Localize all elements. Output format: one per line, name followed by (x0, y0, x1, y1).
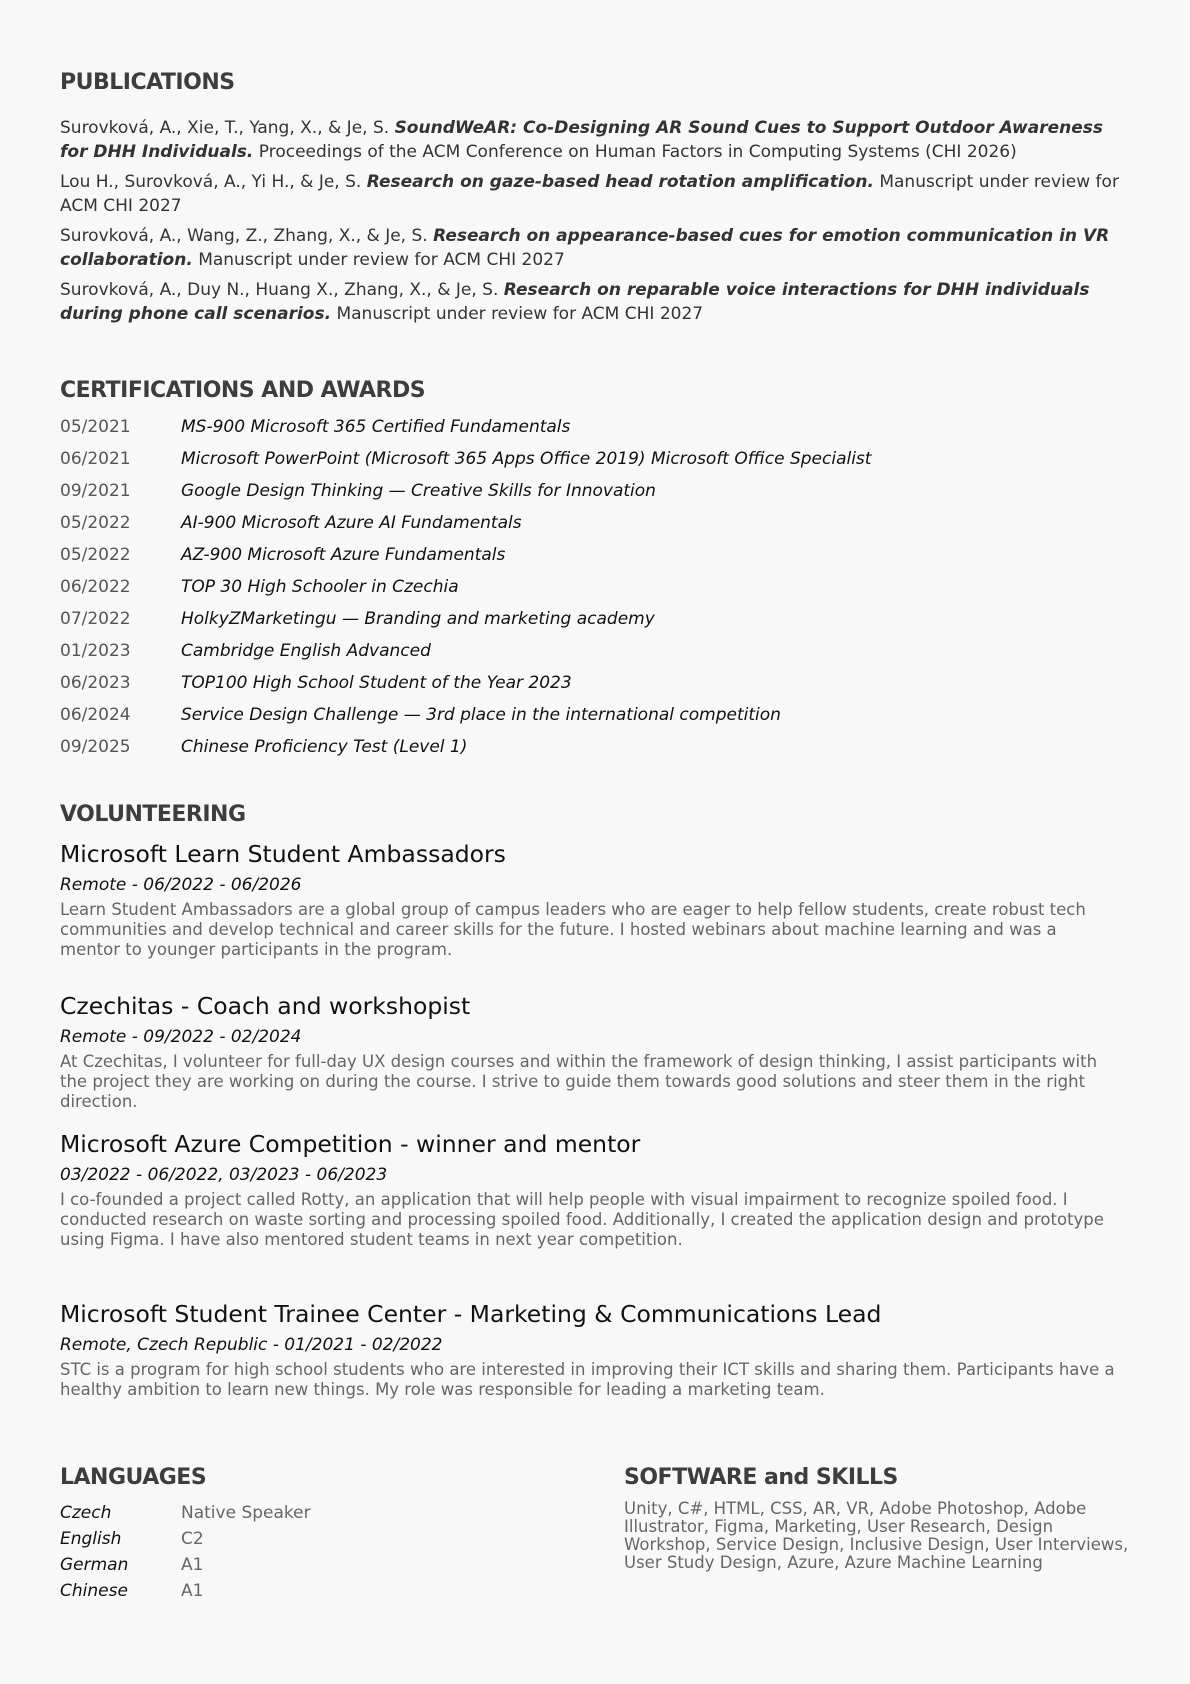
publication-authors: Surovková, A., Wang, Z., Zhang, X., & Je, S. (60, 226, 428, 246)
certification-date: 06/2022 (60, 577, 131, 597)
publication-title: Research on appearance-based cues for emotion communication in VR collaboration. (60, 226, 1110, 270)
publication-venue: Manuscript under review for ACM CHI 2027 (336, 304, 704, 324)
publication-item (60, 170, 1135, 218)
certification-name: AZ-900 Microsoft Azure Fundamentals (181, 545, 506, 565)
certification-row (60, 443, 1130, 475)
publications-list (60, 116, 1135, 332)
certification-row (60, 475, 1130, 507)
language-row (60, 1552, 460, 1578)
language-name: English (60, 1529, 122, 1549)
certification-row (60, 635, 1130, 667)
certification-row (60, 699, 1130, 731)
volunteering-role: Czechitas - Coach and workshopist (60, 992, 471, 1020)
certification-name: Google Design Thinking — Creative Skills for Innovation (181, 481, 656, 501)
volunteering-meta: 03/2022 - 06/2022, 03/2023 - 06/2023 (60, 1165, 388, 1185)
certification-name: Cambridge English Advanced (181, 641, 431, 661)
language-level: A1 (181, 1581, 204, 1601)
certification-row (60, 731, 1130, 763)
publications-heading: PUBLICATIONS (60, 70, 235, 95)
certification-date: 05/2022 (60, 545, 131, 565)
publication-title: Research on reparable voice interactions for DHH individuals during phone call scenarios. (60, 280, 1090, 324)
certification-name: AI-900 Microsoft Azure AI Fundamentals (181, 513, 522, 533)
skills-heading: SOFTWARE and SKILLS (624, 1465, 898, 1490)
certification-date: 05/2021 (60, 417, 131, 437)
publication-item (60, 278, 1135, 326)
language-row (60, 1500, 460, 1526)
publication-title: SoundWeAR: Co-Designing AR Sound Cues to Support Outdoor Awareness for DHH Individuals. (60, 118, 1104, 162)
certification-date: 06/2021 (60, 449, 131, 469)
certification-name: TOP 30 High Schooler in Czechia (181, 577, 459, 597)
volunteering-meta: Remote - 06/2022 - 06/2026 (60, 875, 302, 895)
certification-row (60, 667, 1130, 699)
certification-date: 09/2025 (60, 737, 131, 757)
language-level: A1 (181, 1555, 204, 1575)
certification-row (60, 539, 1130, 571)
language-name: Czech (60, 1503, 112, 1523)
language-name: Chinese (60, 1581, 128, 1601)
certification-date: 07/2022 (60, 609, 131, 629)
certification-row (60, 507, 1130, 539)
publication-item (60, 116, 1135, 164)
skills-text: Unity, C#, HTML, CSS, AR, VR, Adobe Photoshop, Adobe Illustrator, Figma, Marketing, User Research, Design Workshop, Service Design, Inclusive Design, User Interviews, User Study Design, Azure, Azure Machine Learning (624, 1499, 1129, 1572)
languages-list (60, 1500, 460, 1604)
volunteering-meta: Remote, Czech Republic - 01/2021 - 02/2022 (60, 1335, 443, 1355)
certification-date: 06/2024 (60, 705, 131, 725)
volunteering-description: STC is a program for high school students who are interested in improving their ICT skills and sharing them. Participants have a healthy ambition to learn new things. My role was responsible for leading a marketing team. (60, 1360, 1115, 1399)
language-level: C2 (181, 1529, 204, 1549)
certification-name: Chinese Proficiency Test (Level 1) (181, 737, 468, 757)
certification-date: 01/2023 (60, 641, 131, 661)
certification-date: 05/2022 (60, 513, 131, 533)
certification-name: TOP100 High School Student of the Year 2023 (181, 673, 572, 693)
volunteering-role: Microsoft Learn Student Ambassadors (60, 840, 506, 868)
certification-name: Microsoft PowerPoint (Microsoft 365 Apps Office 2019) Microsoft Office Specialist (181, 449, 872, 469)
certifications-list (60, 411, 1130, 763)
publication-item (60, 224, 1135, 272)
certification-row (60, 571, 1130, 603)
languages-heading: LANGUAGES (60, 1465, 207, 1490)
volunteering-heading: VOLUNTEERING (60, 802, 246, 827)
volunteering-entry (60, 1300, 1120, 1400)
volunteering-entry (60, 1130, 1120, 1250)
publication-venue: Manuscript under review for ACM CHI 2027 (60, 172, 1119, 216)
certifications-heading: CERTIFICATIONS AND AWARDS (60, 378, 426, 403)
certification-name: HolkyZMarketingu — Branding and marketing academy (181, 609, 655, 629)
volunteering-role: Microsoft Azure Competition - winner and mentor (60, 1130, 641, 1158)
volunteering-role: Microsoft Student Trainee Center - Marketing & Communications Lead (60, 1300, 882, 1328)
publication-venue: Manuscript under review for ACM CHI 2027 (198, 250, 565, 270)
volunteering-description: I co-founded a project called Rotty, an application that will help people with visual impairment to recognize spoiled food. I conducted research on waste sorting and processing spoiled food. Additionally, I created the application design and prototype using Figma. I have also mentored student teams in next year competition. (60, 1190, 1104, 1249)
language-row (60, 1526, 460, 1552)
volunteering-meta: Remote - 09/2022 - 02/2024 (60, 1027, 302, 1047)
volunteering-description: Learn Student Ambassadors are a global group of campus leaders who are eager to help fellow students, create robust tech communities and develop technical and career skills for the future. I hosted webinars about machine learning and was a mentor to younger participants in the program. (60, 900, 1086, 959)
certification-date: 06/2023 (60, 673, 131, 693)
language-level: Native Speaker (181, 1503, 311, 1523)
publication-venue: Proceedings of the ACM Conference on Human Factors in Computing Systems (CHI 2026) (258, 142, 1017, 162)
publication-title: Research on gaze-based head rotation amplification. (366, 172, 874, 192)
volunteering-entry (60, 992, 1120, 1112)
publication-authors: Surovková, A., Xie, T., Yang, X., & Je, S. (60, 118, 390, 138)
certification-date: 09/2021 (60, 481, 131, 501)
language-row (60, 1578, 460, 1604)
volunteering-entry (60, 840, 1120, 960)
certification-row (60, 603, 1130, 635)
certification-name: MS-900 Microsoft 365 Certified Fundamentals (181, 417, 571, 437)
certification-row (60, 411, 1130, 443)
certification-name: Service Design Challenge — 3rd place in the international competition (181, 705, 781, 725)
language-name: German (60, 1555, 129, 1575)
publication-authors: Lou H., Surovková, A., Yi H., & Je, S. (60, 172, 362, 192)
publication-authors: Surovková, A., Duy N., Huang X., Zhang, X., & Je, S. (60, 280, 499, 300)
volunteering-description: At Czechitas, I volunteer for full-day UX design courses and within the framework of design thinking, I assist participants with the project they are working on during the course. I strive to guide them towards good solutions and steer them in the right direction. (60, 1052, 1098, 1111)
